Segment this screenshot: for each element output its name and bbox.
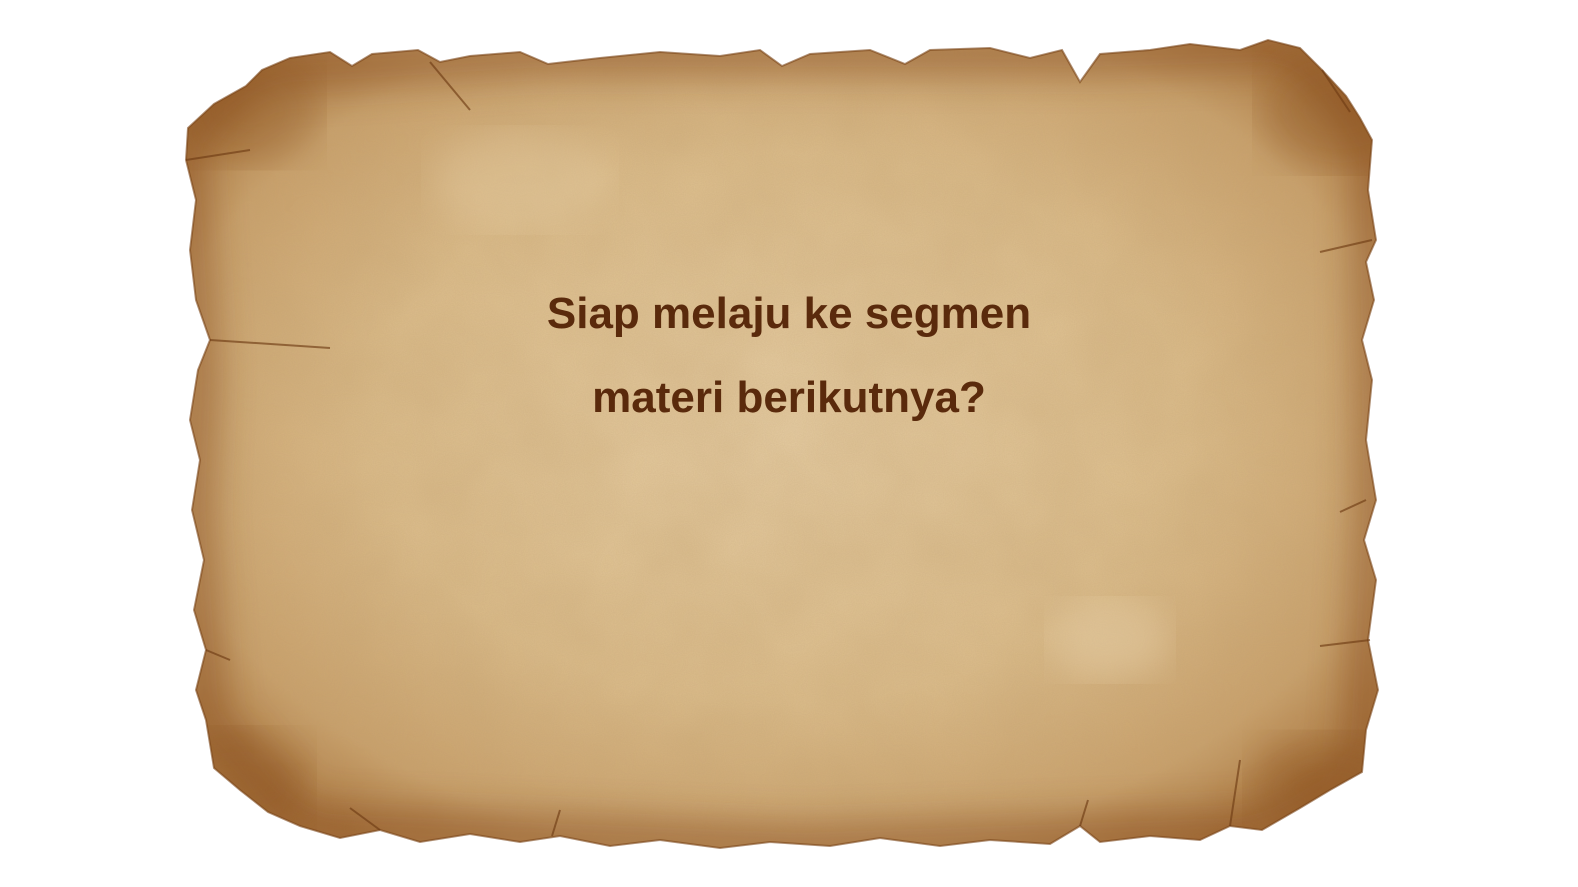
message-line-2: materi berikutnya? (592, 373, 986, 422)
message-line-1: Siap melaju ke segmen (546, 289, 1032, 338)
slide-message (389, 272, 1189, 440)
